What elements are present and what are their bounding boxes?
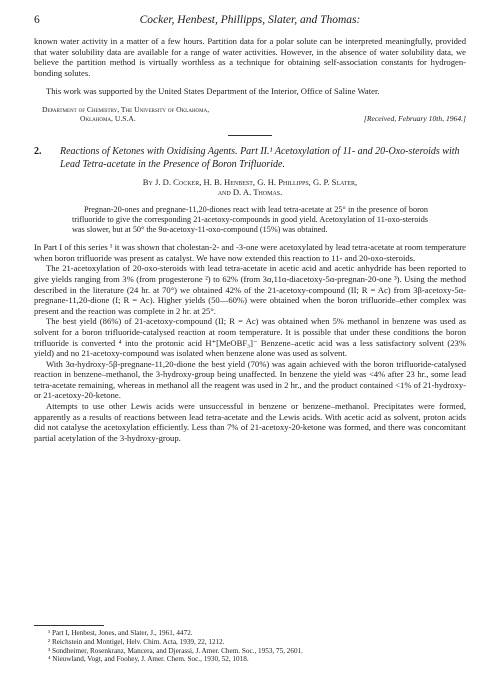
footnotes bbox=[34, 625, 466, 664]
authors-line-2: and D. A. Thomas. bbox=[217, 187, 283, 198]
section-divider bbox=[228, 135, 272, 136]
body-paragraph: The best yield (86%) of 21-acetoxy-compound (II; R = Ac) was obtained when 5% methanol in benzene was used as solvent for a boron trifluoride-catalysed reaction at room temperature. It is possible that under these conditions the boron trifluoride is converted ⁴ into the protonic acid H⁺[MeOBF₃]⁻ Benzene–acetic acid was a less satisfactory solvent (23% yield) and no 21-acetoxy-compound was isolated when benzene alone was used as solvent. bbox=[34, 316, 466, 359]
article-title: Reactions of Ketones with Oxidising Agents. Part II.¹ Acetoxylation of 11- and 20-Oxo-steroids with Lead Tetra-acetate in the Presence of Boron Trifluoride. bbox=[60, 146, 460, 170]
footnote: ¹ Part I, Henbest, Jones, and Slater, J., 1961, 4472. bbox=[48, 629, 193, 637]
footnote: ⁴ Nieuwland, Vogt, and Foohey, J. Amer. Chem. Soc., 1930, 52, 1018. bbox=[48, 655, 249, 664]
article-title-block bbox=[34, 146, 466, 171]
article-number: 2. bbox=[34, 146, 42, 158]
authors-line-1: By J. D. Cocker, H. B. Henbest, G. H. Phillipps, G. P. Slater, bbox=[142, 176, 358, 187]
page-number: 6 bbox=[34, 14, 40, 26]
footnote: ² Reichstein and Montigel, Helv. Chim. Acta, 1939, 22, 1212. bbox=[48, 637, 225, 646]
footnote-rule bbox=[34, 625, 104, 626]
body-paragraph: The 21-acetoxylation of 20-oxo-steroids with lead tetra-acetate in acetic acid and acetic anhydride has been reported to give yields ranging from 3% (from progesterone ²) to 62% (from 3α,11α-diacetoxy-5α-pregnan-20-one ³). Using the method described in the literature (24 hr. at 70°) we obtained 42% of the 21-acetoxy-compound (II; R = Ac) from 3β-acetoxy-5α-pregnane-11,20-dione (I; R = Ac). Higher yields (50—60%) were obtained when the boron trifluoride–ether complex was present and the reaction was complete in 2 hr. at 25°. bbox=[34, 263, 466, 316]
body-paragraph: In Part I of this series ¹ it was shown that cholestan-2- and -3-one were acetoxylated by lead tetra-acetate at room temperature when boron trifluoride was present as catalyst. We have now extended this reaction to 11- and 20-oxo-steroids. bbox=[34, 242, 466, 263]
address-line-2: Oklahoma, U.S.A. bbox=[80, 114, 136, 124]
intro-paragraph: known water activity in a matter of a few hours. Partition data for a polar solute can be interpreted meaningfully, provided that water solubility data are available for a range of water activities. However, in the absence of water solubility data, we believe the partition method is virtually worthless as a technique for obtaining self-association constants for hydrogen-bonding solutes. bbox=[34, 36, 466, 78]
body-paragraph: Attempts to use other Lewis acids were unsuccessful in benzene or benzene–methanol. Precipitates were formed, apparently as a results of reactions between lead tetra-acetate and the Lewis acids. With acetic acid as solvent, proton acids did not catalyse the acetoxylation efficiently. Less than 7% of 21-acetoxy-20-ketone was formed, and there was concomitant partial acetylation of the 3-hydroxy-group. bbox=[34, 401, 466, 443]
acknowledgement: This work was supported by the United States Department of the Interior, Office of Saline Water. bbox=[46, 86, 380, 97]
abstract: Pregnan-20-ones and pregnane-11,20-diones react with lead tetra-acetate at 25° in the presence of boron trifluoride to give the corresponding 21-acetoxy-compounds in good yield. Acetoxylation of 11-oxo-steroids was slower, but at 50° the 9α-acetoxy-11-oxo-compound (15%) was obtained. bbox=[72, 205, 428, 235]
author-list bbox=[34, 177, 466, 199]
address-line-1: Department of Chemistry, The University of Oklahoma, bbox=[42, 104, 210, 114]
institution-address bbox=[34, 105, 466, 123]
received-date: [Received, February 10th, 1964.] bbox=[363, 113, 466, 123]
page bbox=[34, 14, 466, 443]
running-title: Cocker, Henbest, Phillipps, Slater, and Thomas: bbox=[139, 14, 361, 26]
body-paragraph: With 3α-hydroxy-5β-pregnane-11,20-dione the best yield (70%) was again achieved with the boron trifluoride-catalysed reaction in benzene–methanol, the 3-hydroxy-group being unaffected. In benzene the yield was <4% after 23 hr., some lead tetra-acetate remaining, whereas in methanol all the reagent was used in 2 hr., and the product contained <1% of 21-hydroxy- or 21-acetoxy-20-ketone. bbox=[34, 358, 466, 401]
page-header bbox=[34, 14, 466, 36]
footnote: ³ Sondheimer, Rosenkranz, Mancera, and Djerassi, J. Amer. Chem. Soc., 1953, 75, 2601. bbox=[48, 646, 303, 655]
